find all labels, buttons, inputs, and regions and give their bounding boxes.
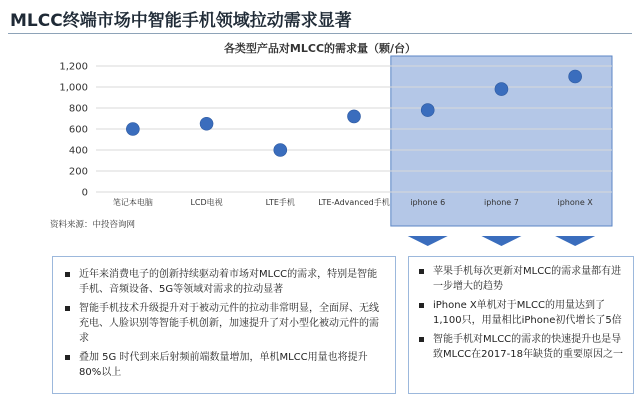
left-bullet-3: 叠加 5G 时代到来后射频前端数量增加，单机MLCC用量也将提升80%以上 [63,350,387,380]
data-point [348,110,361,123]
y-tick-label: 200 [68,166,88,178]
y-tick-label: 1,200 [59,61,88,73]
x-tick-label: iphone 6 [410,198,446,207]
right-bullet-1: 苹果手机每次更新对MLCC的需求量都有进一步增大的趋势 [417,264,625,294]
x-tick-label: iphone 7 [483,198,519,207]
bullet-square-icon [65,272,70,277]
y-tick-label: 800 [68,103,88,115]
x-tick-label: LCD电视 [190,198,223,207]
bullet-square-icon [65,306,70,311]
bullet-square-icon [419,337,424,342]
y-tick-label: 0 [81,187,88,199]
data-point [569,70,582,83]
right-bullet-3: 智能手机对MLCC的需求的快速提升也是导致MLCC在2017-18年缺货的重要原因之一 [417,332,625,362]
left-bullet-1: 近年来消费电子的创新持续驱动着市场对MLCC的需求，特别是智能手机、音频设备、5G等领域对需求的拉动显著 [63,267,387,297]
slide-title: MLCC终端市场中智能手机领域拉动需求显著 [10,11,352,31]
y-tick-label: 400 [68,145,88,157]
x-tick-label: LTE手机 [265,198,295,207]
left-summary-box [52,256,396,394]
right-bullet-2: iPhone X单机对于MLCC的用量达到了1,100只，用量相比iPhone初代增长了5倍 [417,298,625,328]
y-tick-label: 600 [68,124,88,136]
left-bullet-2: 智能手机技术升级提升对于被动元件的拉动非常明显，全面屏、无线充电、人脸识别等智能手机创新，加速提升了对小型化被动元件的需求 [63,301,387,346]
data-point [421,104,434,117]
bullet-square-icon [419,303,424,308]
data-point [274,144,287,157]
x-tick-label: LTE-Advanced手机 [318,198,390,207]
y-tick-label: 1,000 [59,82,88,94]
down-arrow-icon [481,236,521,246]
data-point [495,83,508,96]
x-tick-label: iphone X [557,198,593,207]
right-summary-box [408,256,634,394]
source-note: 资料来源：中投咨询网 [50,220,136,230]
chart-title: 各类型产品对MLCC的需求量（颗/台） [223,42,417,55]
data-point [200,117,213,130]
bullet-square-icon [65,355,70,360]
down-arrow-icon [555,236,595,246]
x-tick-label: 笔记本电脑 [112,198,153,207]
down-arrow-icon [408,236,448,246]
bullet-square-icon [419,269,424,274]
data-point [126,123,139,136]
